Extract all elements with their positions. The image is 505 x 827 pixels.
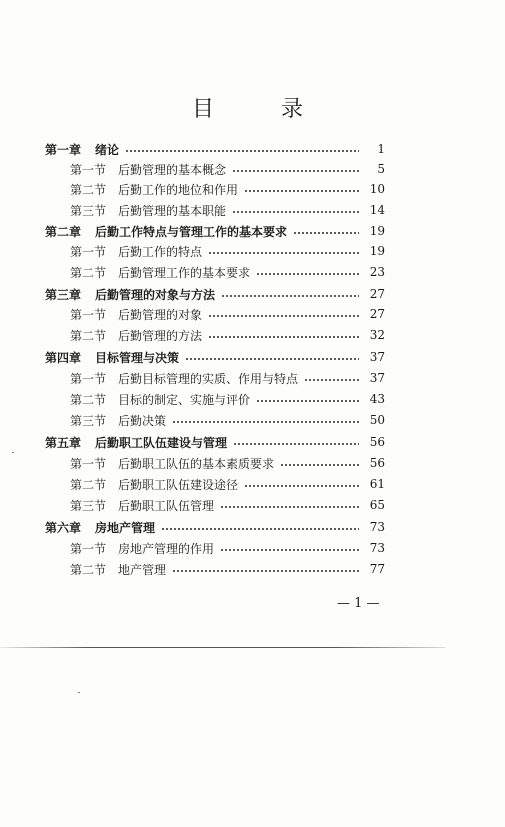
toc-section-entry xyxy=(70,411,385,429)
toc-section-entry xyxy=(70,454,385,472)
entry-title: 后勤管理的对象与方法 xyxy=(95,287,216,302)
toc-chapter-entry xyxy=(45,433,385,451)
scan-speck xyxy=(78,692,80,693)
toc-section-entry xyxy=(70,263,385,281)
entry-number: 第二节 xyxy=(70,562,107,577)
entry-number: 第六章 xyxy=(45,520,82,535)
entry-title: 地产管理 xyxy=(118,562,167,577)
toc-section-entry xyxy=(70,201,385,219)
toc-section-entry xyxy=(70,475,385,493)
entry-page: 19 xyxy=(369,244,385,258)
entry-number: 第一节 xyxy=(70,307,107,322)
entry-number: 第二章 xyxy=(45,224,82,239)
dot-leader xyxy=(233,443,359,445)
entry-title: 后勤职工队伍建设途径 xyxy=(118,477,239,492)
entry-page: 65 xyxy=(369,498,385,512)
entry-number: 第一节 xyxy=(70,162,107,177)
entry-title: 后勤工作特点与管理工作的基本要求 xyxy=(95,224,288,239)
entry-title: 后勤职工队伍的基本素质要求 xyxy=(118,456,275,471)
toc-section-entry xyxy=(70,160,385,178)
toc-section-entry xyxy=(70,539,385,557)
entry-number: 第二节 xyxy=(70,328,107,343)
entry-page: 19 xyxy=(369,224,385,238)
dot-leader xyxy=(208,315,359,317)
dot-leader xyxy=(172,570,359,572)
toc-chapter-entry xyxy=(45,285,385,303)
entry-page: 37 xyxy=(369,371,385,385)
dot-leader xyxy=(220,549,359,551)
entry-title: 目标管理与决策 xyxy=(95,350,180,365)
entry-title: 后勤决策 xyxy=(118,413,167,428)
entry-title: 后勤管理的基本概念 xyxy=(118,162,227,177)
scan-speck xyxy=(12,452,14,453)
toc-section-entry xyxy=(70,496,385,514)
entry-number: 第二节 xyxy=(70,392,107,407)
entry-number: 第一节 xyxy=(70,541,107,556)
dot-leader xyxy=(256,400,359,402)
dot-leader xyxy=(221,295,359,297)
dot-leader xyxy=(293,232,359,234)
entry-page: 73 xyxy=(369,520,385,534)
toc-section-entry xyxy=(70,326,385,344)
entry-number: 第一节 xyxy=(70,244,107,259)
entry-page: 56 xyxy=(369,435,385,449)
entry-page: 1 xyxy=(377,142,385,156)
dot-leader xyxy=(185,358,359,360)
entry-title: 后勤管理工作的基本要求 xyxy=(118,265,251,280)
entry-title: 绪论 xyxy=(95,142,120,157)
entry-page: 32 xyxy=(369,328,385,342)
entry-page: 73 xyxy=(369,541,385,555)
dot-leader xyxy=(125,150,359,152)
entry-title: 房地产管理的作用 xyxy=(118,541,215,556)
entry-number: 第一章 xyxy=(45,142,82,157)
dot-leader xyxy=(172,421,359,423)
entry-page: 27 xyxy=(369,307,385,321)
entry-title: 后勤管理的基本职能 xyxy=(118,203,227,218)
dot-leader xyxy=(244,190,359,192)
dot-leader xyxy=(244,485,359,487)
entry-page: 56 xyxy=(369,456,385,470)
entry-title: 后勤工作的特点 xyxy=(118,244,203,259)
toc-chapter-entry xyxy=(45,222,385,240)
toc-chapter-entry xyxy=(45,348,385,366)
toc-section-entry xyxy=(70,242,385,260)
dot-leader xyxy=(256,273,359,275)
toc-section-entry xyxy=(70,390,385,408)
entry-page: 43 xyxy=(369,392,385,406)
entry-number: 第三章 xyxy=(45,287,82,302)
entry-page: 10 xyxy=(369,182,385,196)
entry-number: 第一节 xyxy=(70,456,107,471)
dot-leader xyxy=(208,336,359,338)
toc-section-entry xyxy=(70,560,385,578)
entry-page: 23 xyxy=(369,265,385,279)
entry-number: 第三节 xyxy=(70,203,107,218)
dot-leader xyxy=(208,252,359,254)
entry-page: 77 xyxy=(369,562,385,576)
entry-number: 第二节 xyxy=(70,265,107,280)
entry-number: 第二节 xyxy=(70,477,107,492)
page-number: — 1 — xyxy=(337,596,380,611)
entry-title: 目标的制定、实施与评价 xyxy=(118,392,251,407)
dot-leader xyxy=(280,464,359,466)
entry-page: 5 xyxy=(377,162,385,176)
toc-section-entry xyxy=(70,305,385,323)
entry-number: 第二节 xyxy=(70,182,107,197)
entry-page: 61 xyxy=(369,477,385,491)
toc-chapter-entry xyxy=(45,140,385,158)
entry-title: 后勤管理的对象 xyxy=(118,307,203,322)
entry-page: 27 xyxy=(369,287,385,301)
entry-title: 后勤职工队伍建设与管理 xyxy=(95,435,228,450)
page-rule xyxy=(0,647,445,648)
entry-page: 14 xyxy=(369,203,385,217)
toc-chapter-entry xyxy=(45,518,385,536)
toc-section-entry xyxy=(70,369,385,387)
dot-leader xyxy=(304,379,359,381)
entry-page: 50 xyxy=(369,413,385,427)
entry-title: 后勤工作的地位和作用 xyxy=(118,182,239,197)
dot-leader xyxy=(232,211,359,213)
toc-section-entry xyxy=(70,180,385,198)
entry-number: 第五章 xyxy=(45,435,82,450)
entry-page: 37 xyxy=(369,350,385,364)
entry-title: 房地产管理 xyxy=(95,520,156,535)
entry-number: 第四章 xyxy=(45,350,82,365)
entry-number: 第三节 xyxy=(70,498,107,513)
page-title: 目 录 xyxy=(192,97,333,122)
entry-title: 后勤管理的方法 xyxy=(118,328,203,343)
entry-number: 第三节 xyxy=(70,413,107,428)
dot-leader xyxy=(232,170,359,172)
entry-title: 后勤职工队伍管理 xyxy=(118,498,215,513)
dot-leader xyxy=(161,528,359,530)
entry-number: 第一节 xyxy=(70,371,107,386)
entry-title: 后勤目标管理的实质、作用与特点 xyxy=(118,371,299,386)
dot-leader xyxy=(220,506,359,508)
